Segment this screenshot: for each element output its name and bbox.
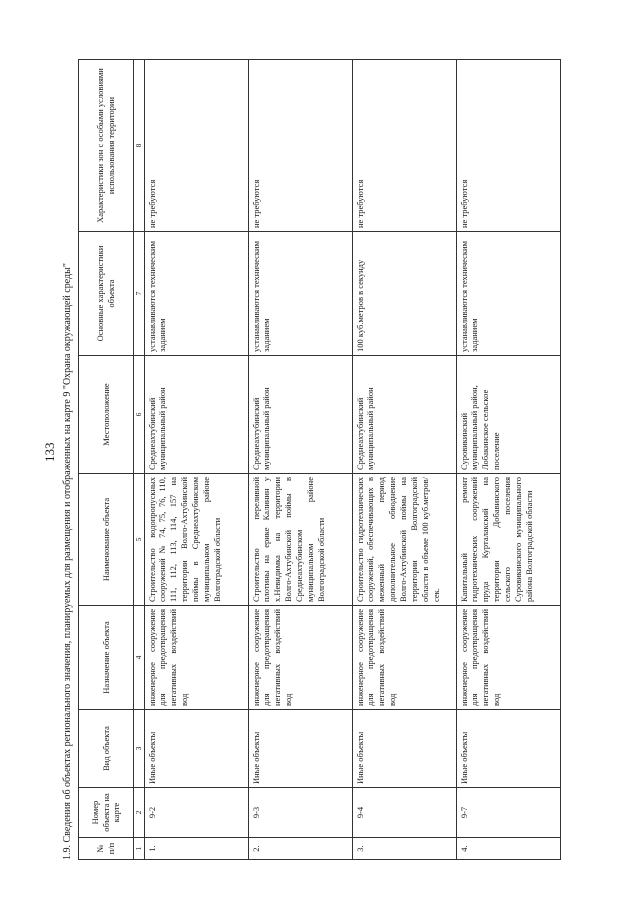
purpose-cell: инженерное сооружение для предотвращения негативных воздействий вод <box>248 606 352 710</box>
table-row <box>456 60 560 860</box>
object-type-cell: Иные объекты <box>144 710 248 788</box>
location-cell: Среднеахтубинский муниципальный район <box>144 356 248 474</box>
purpose-cell: инженерное сооружение для предотвращения негативных воздействий вод <box>456 606 560 710</box>
map-number-cell: 9-3 <box>248 788 352 838</box>
column-number: 4 <box>134 606 145 710</box>
purpose-cell: инженерное сооружение для предотвращения негативных воздействий вод <box>352 606 456 710</box>
column-number: 8 <box>134 60 145 232</box>
table-row <box>248 60 352 860</box>
header-cell: Наименование объекта <box>79 474 134 606</box>
column-number: 7 <box>134 232 145 356</box>
object-type-cell: Иные объекты <box>248 710 352 788</box>
section-title: 1.9. Сведения об объектах регионального значения, планируемых для размещения и отображенных на карте 9 "Охрана окружающей среды" <box>62 263 73 860</box>
column-number: 1 <box>134 838 145 860</box>
row-number-cell: 3. <box>352 838 456 860</box>
column-number: 6 <box>134 356 145 474</box>
object-type-cell: Иные объекты <box>352 710 456 788</box>
location-cell: Среднеахтубинский муниципальный район <box>352 356 456 474</box>
object-name-cell: Капитальный ремонт гидротехнических сооружений пруда Курталакский на территории Добавинского сельского поселения Суровикинского муниципального района Волгоградской области <box>456 474 560 606</box>
header-cell: Номер объекта на карте <box>79 788 134 838</box>
characteristics-cell: устанавливаются техническим заданием <box>456 232 560 356</box>
zones-cell: не требуются <box>456 60 560 232</box>
table-header-row <box>79 60 134 860</box>
location-cell: Среднеахтубинский муниципальный район <box>248 356 352 474</box>
column-number: 2 <box>134 788 145 838</box>
table-row <box>144 60 248 860</box>
row-number-cell: 4. <box>456 838 560 860</box>
row-number-cell: 1. <box>144 838 248 860</box>
zones-cell: не требуются <box>352 60 456 232</box>
map-number-cell: 9-4 <box>352 788 456 838</box>
purpose-cell: инженерное сооружение для предотвращения негативных воздействий вод <box>144 606 248 710</box>
object-type-cell: Иные объекты <box>456 710 560 788</box>
header-cell: Вид объекта <box>79 710 134 788</box>
column-number: 3 <box>134 710 145 788</box>
characteristics-cell: устанавливаются техническим заданием <box>144 232 248 356</box>
map-number-cell: 9-2 <box>144 788 248 838</box>
zones-cell: не требуются <box>144 60 248 232</box>
column-number: 5 <box>134 474 145 606</box>
rotated-page-content <box>62 60 622 860</box>
table-row <box>352 60 456 860</box>
object-name-cell: Строительство водопропускных сооружений № 74, 75, 76, 110, 111, 112, 113, 114, 157 на территории Волго-Ахтубинской поймы в Среднеахтубинском муниципальном районе Волгоградской области <box>144 474 248 606</box>
location-cell: Суровикинский муниципальный район, Лобакинское сельское поселение <box>456 356 560 474</box>
objects-table <box>78 59 561 860</box>
header-cell: Местоположение <box>79 356 134 474</box>
zones-cell: не требуются <box>248 60 352 232</box>
header-cell: Основные характеристики объекта <box>79 232 134 356</box>
column-number-row <box>134 60 145 860</box>
header-cell: Характеристики зон с особыми условиями использования территории <box>79 60 134 232</box>
header-cell: № п/п <box>79 838 134 860</box>
object-name-cell: Строительство гидротехнических сооружений, обеспечивающих в меженный период дополнительное обводнение Волго-Ахтубинской поймы на территории Волгоградской области в объеме 100 куб.метров/сек. <box>352 474 456 606</box>
row-number-cell: 2. <box>248 838 352 860</box>
map-number-cell: 9-7 <box>456 788 560 838</box>
header-cell: Назначение объекта <box>79 606 134 710</box>
characteristics-cell: 100 куб.метров в секунду <box>352 232 456 356</box>
object-name-cell: Строительство переливной плотины на ерике Калинин у х.Невидимка на территории Волго-Ахтубинской поймы в Среднеахтубинском муниципальном районе Волгоградской области <box>248 474 352 606</box>
page-number: 133 <box>42 442 57 462</box>
characteristics-cell: устанавливаются техническим заданием <box>248 232 352 356</box>
